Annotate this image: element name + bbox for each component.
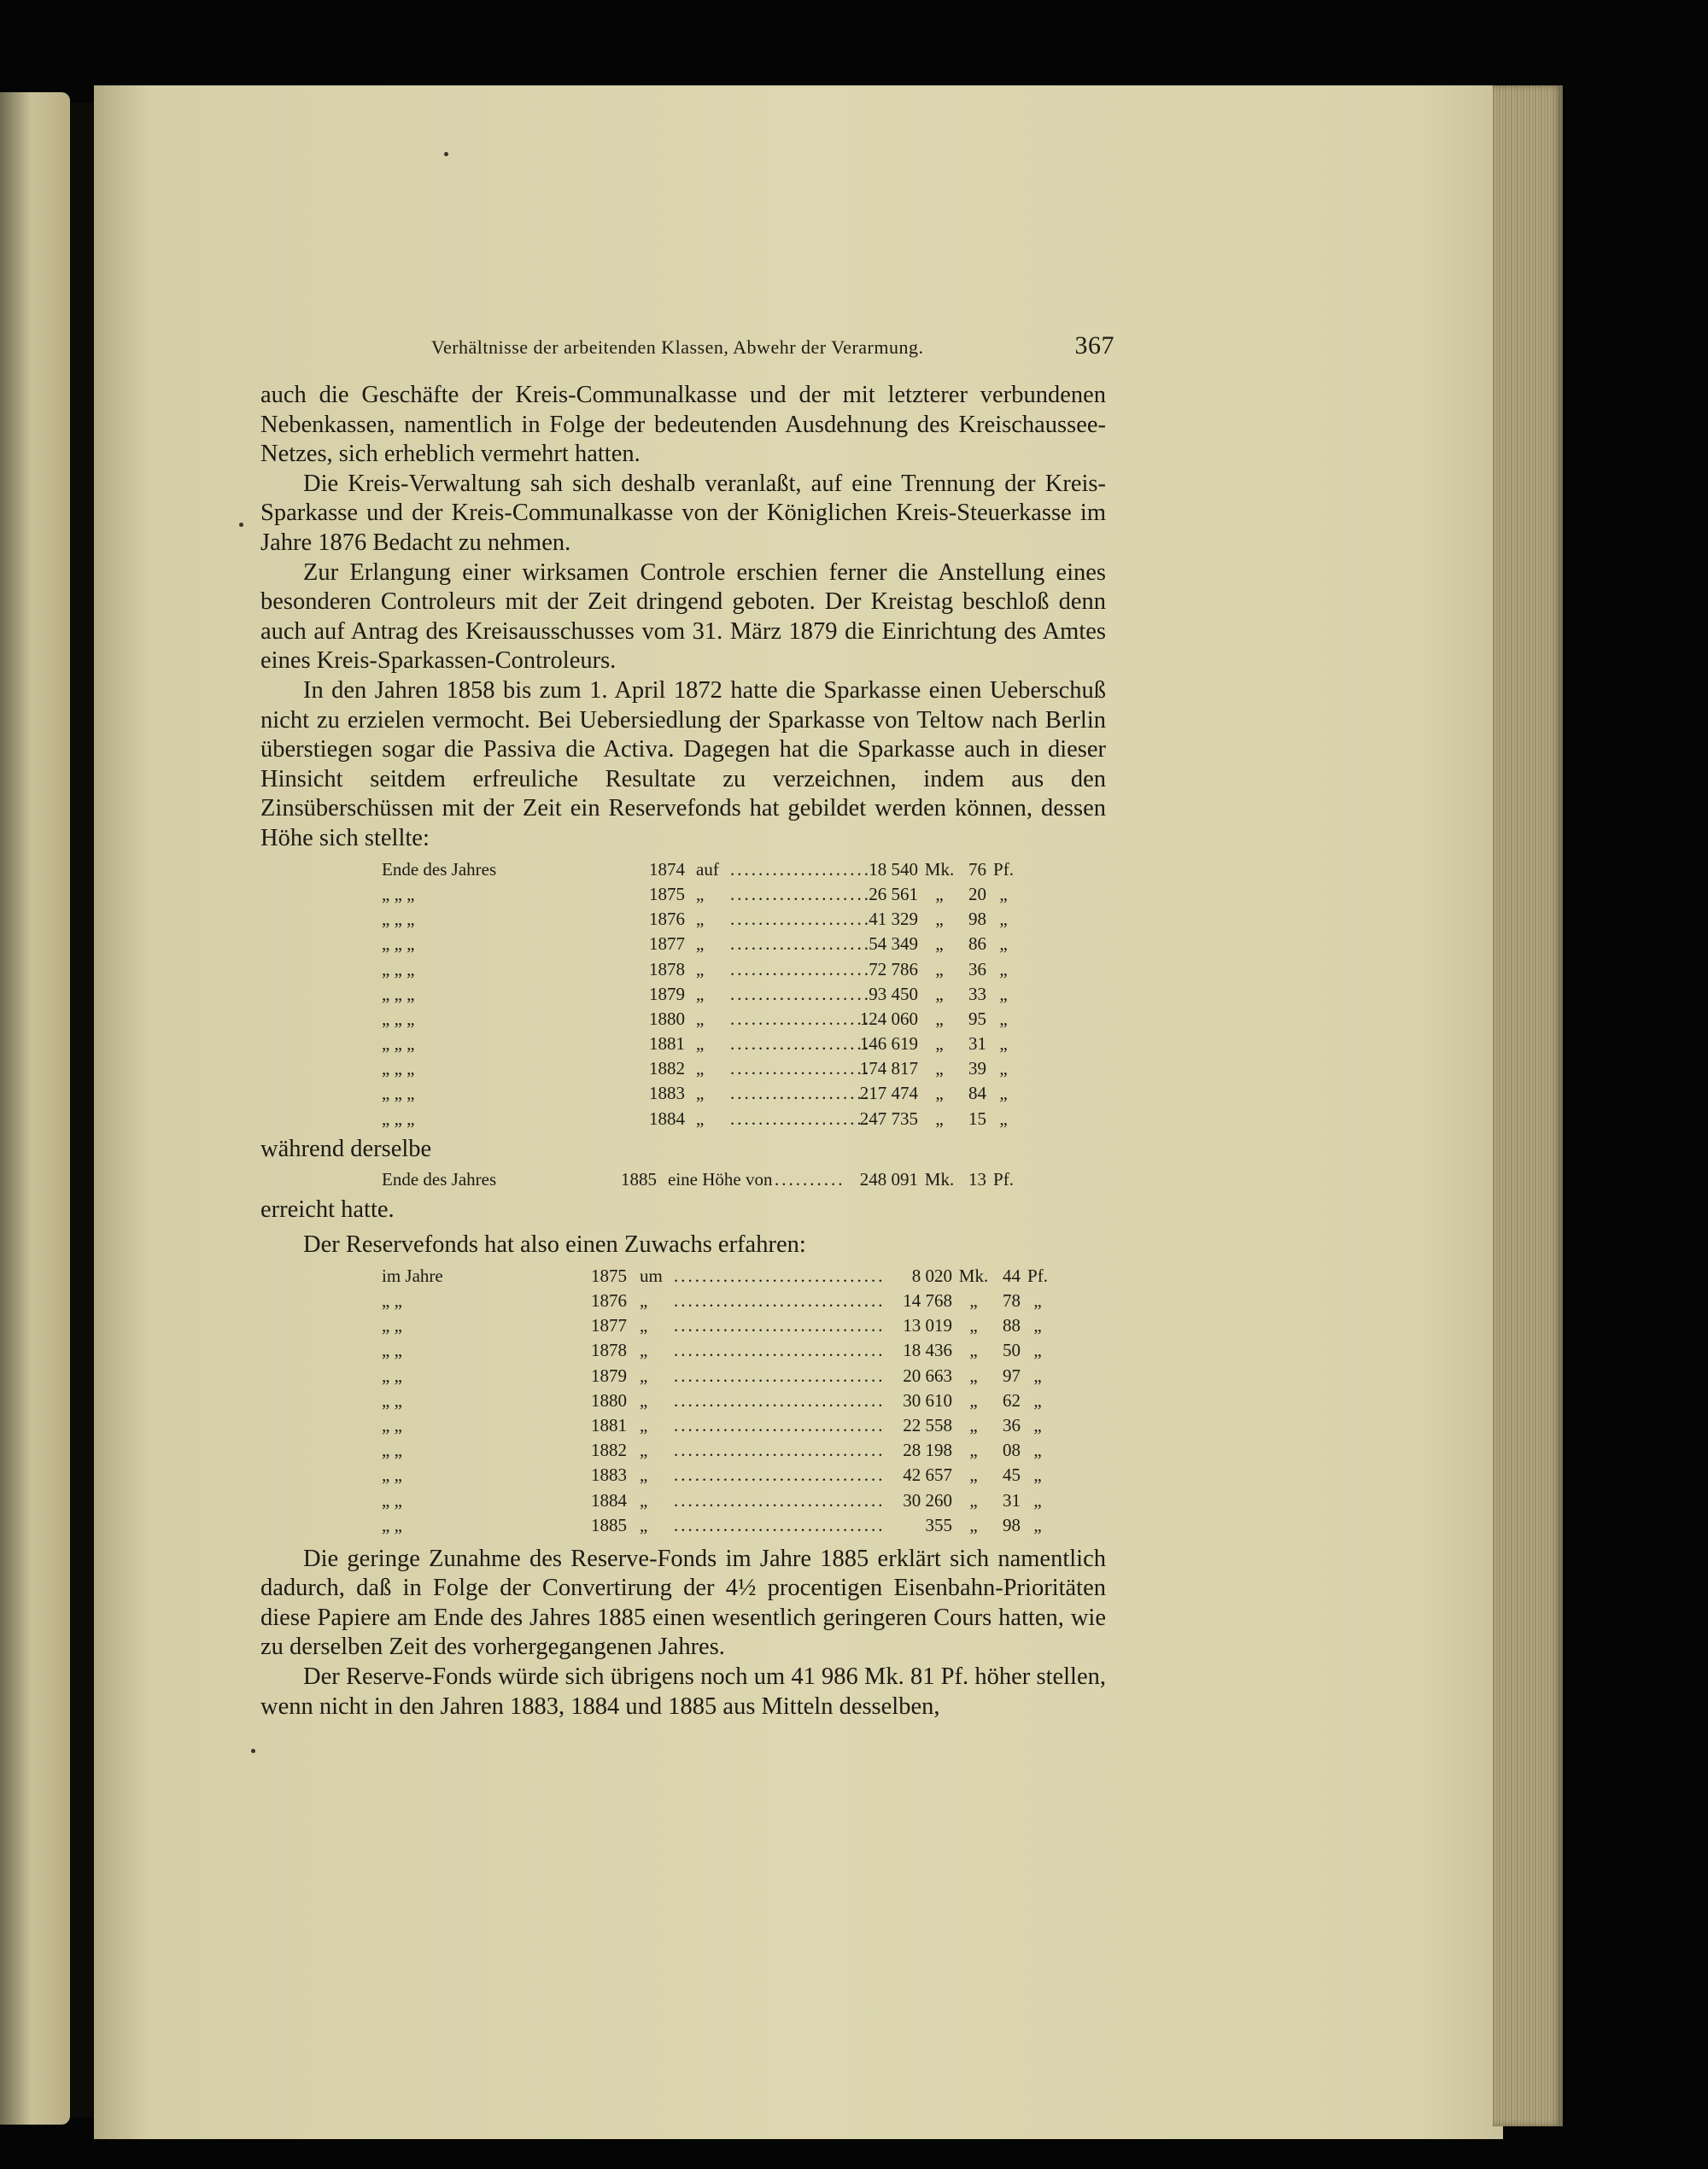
preposition-cell: „ — [696, 1008, 705, 1029]
year-cell: 1880 — [649, 1008, 685, 1029]
pfennig-cell: 84 — [968, 1083, 986, 1104]
pfennig-unit-cell: „ — [999, 958, 1008, 979]
connector-text: während derselbe — [260, 1135, 432, 1162]
page-body — [260, 381, 1106, 1722]
pfennig-cell: 31 — [1003, 1489, 1021, 1511]
paper-speck — [251, 1749, 255, 1753]
year-cell: 1875 — [591, 1265, 627, 1286]
unit-cell: Mk. — [924, 1169, 955, 1190]
year-cell: 1884 — [649, 1108, 685, 1129]
table-row — [260, 1167, 1106, 1192]
amount-mark-cell: 54 349 — [869, 933, 918, 955]
pfennig-cell: 36 — [1003, 1414, 1021, 1435]
pfennig-unit-cell: „ — [1033, 1315, 1042, 1336]
row-label: „ „ — [382, 1340, 402, 1361]
unit-cell: „ — [935, 1033, 944, 1055]
pfennig-unit-cell: „ — [999, 933, 1008, 955]
pfennig-unit-cell: „ — [999, 1008, 1008, 1029]
table-row — [260, 1438, 1106, 1463]
amount-mark-cell: 30 610 — [903, 1389, 952, 1411]
preposition-cell: „ — [640, 1465, 648, 1486]
leader-dots: .............................. — [674, 1315, 886, 1336]
row-label: „ „ „ — [382, 983, 415, 1004]
pfennig-unit-cell: „ — [1033, 1340, 1042, 1361]
page-number: 367 — [1074, 331, 1114, 360]
paragraph-7: Der Reserve-Fonds würde sich übrigens noch um 41 986 Mk. 81 Pf. höher stellen, wenn nicht in den Jahren 1883, 1884 und 1885 aus Mitteln desselben, — [260, 1663, 1106, 1720]
year-cell: 1881 — [591, 1414, 627, 1435]
unit-cell: „ — [969, 1465, 978, 1486]
amount-mark-cell: 72 786 — [869, 958, 918, 979]
row-label: „ „ — [382, 1465, 402, 1486]
pfennig-unit-cell: Pf. — [1027, 1265, 1048, 1286]
pfennig-cell: 45 — [1003, 1465, 1021, 1486]
table-row — [260, 1413, 1106, 1438]
final-balance-row — [260, 1167, 1106, 1192]
amount-mark-cell: 8 020 — [911, 1265, 952, 1286]
year-cell: 1879 — [649, 983, 685, 1004]
connector-text-2: erreicht hatte. — [260, 1196, 395, 1224]
pfennig-cell: 08 — [1003, 1440, 1021, 1461]
leader-dots: .............................. — [674, 1365, 886, 1386]
leader-dots: .................... — [730, 1083, 871, 1104]
amount-mark-cell: 26 561 — [869, 883, 918, 904]
book-gutter — [70, 102, 96, 2118]
pfennig-unit-cell: „ — [1033, 1465, 1042, 1486]
row-label: „ „ „ — [382, 933, 415, 955]
running-header — [431, 331, 1114, 365]
amount-mark-cell: 355 — [925, 1514, 952, 1535]
preposition-cell: „ — [640, 1365, 648, 1386]
table-row — [260, 1363, 1106, 1388]
pfennig-cell: 15 — [968, 1108, 986, 1129]
pfennig-cell: 78 — [1003, 1290, 1021, 1312]
pfennig-unit-cell: „ — [999, 983, 1008, 1004]
row-label: „ „ „ — [382, 1108, 415, 1129]
year-cell: 1879 — [591, 1365, 627, 1386]
table-row — [260, 1463, 1106, 1488]
preposition-cell: „ — [696, 983, 705, 1004]
unit-cell: „ — [935, 1083, 944, 1104]
paper-speck — [239, 523, 243, 527]
pfennig-cell: 88 — [1003, 1315, 1021, 1336]
unit-cell: „ — [969, 1365, 978, 1386]
preposition-cell: auf — [696, 858, 719, 880]
unit-cell: „ — [969, 1315, 978, 1336]
pfennig-cell: 98 — [1003, 1514, 1021, 1535]
preposition-cell: „ — [640, 1315, 648, 1336]
paragraph-1: auch die Geschäfte der Kreis-Communalkasse und der mit letzterer verbundenen Nebenkassen, namentlich in Folge der bedeutenden Ausdehnung des Kreischaussee-Netzes, sich erheblich vermehrt hatten. — [260, 382, 1106, 468]
row-label: Ende des Jahres — [382, 858, 497, 880]
leader-dots: .................... — [730, 1108, 871, 1129]
unit-cell: „ — [969, 1414, 978, 1435]
year-cell: 1875 — [649, 883, 685, 904]
row-label: „ „ — [382, 1365, 402, 1386]
year-cell: 1883 — [649, 1083, 685, 1104]
leader-dots: .................... — [730, 1033, 871, 1055]
pfennig-unit-cell: Pf. — [993, 1169, 1014, 1190]
unit-cell: „ — [969, 1514, 978, 1535]
year-cell: 1881 — [649, 1033, 685, 1055]
page-edges — [1493, 85, 1563, 2126]
table-row — [260, 1007, 1106, 1032]
row-label: „ „ „ — [382, 1083, 415, 1104]
row-label: im Jahre — [382, 1265, 443, 1286]
preposition-cell: „ — [640, 1340, 648, 1361]
leader-dots: .............................. — [674, 1290, 886, 1312]
amount-mark-cell: 18 540 — [869, 858, 918, 880]
preposition-cell: „ — [696, 909, 705, 930]
row-label: „ „ — [382, 1440, 402, 1461]
table-row — [260, 956, 1106, 981]
year-cell: 1877 — [591, 1315, 627, 1336]
preposition-cell: „ — [696, 883, 705, 904]
leader-dots: .............................. — [674, 1265, 886, 1286]
year-cell: 1885 — [621, 1169, 657, 1190]
pfennig-unit-cell: „ — [999, 883, 1008, 904]
pfennig-cell: 95 — [968, 1008, 986, 1029]
pfennig-cell: 86 — [968, 933, 986, 955]
leader-dots: .............................. — [674, 1514, 886, 1535]
pfennig-cell: 76 — [968, 858, 986, 880]
table-row — [260, 1264, 1106, 1289]
unit-cell: „ — [969, 1489, 978, 1511]
amount-mark-cell: 22 558 — [903, 1414, 952, 1435]
row-label: „ „ „ — [382, 1058, 415, 1079]
table-row — [260, 882, 1106, 907]
unit-cell: „ — [935, 883, 944, 904]
row-label: „ „ — [382, 1514, 402, 1535]
leader-dots: .................... — [730, 1008, 871, 1029]
row-label: „ „ „ — [382, 1008, 415, 1029]
table-row — [260, 1388, 1106, 1412]
pfennig-unit-cell: „ — [999, 909, 1008, 930]
amount-mark-cell: 20 663 — [903, 1365, 952, 1386]
amount-mark-cell: 248 091 — [859, 1169, 918, 1190]
pfennig-unit-cell: „ — [1033, 1290, 1042, 1312]
unit-cell: Mk. — [924, 858, 955, 880]
row-label: „ „ — [382, 1290, 402, 1312]
row-label: „ „ — [382, 1414, 402, 1435]
table-row — [260, 857, 1106, 882]
year-cell: 1880 — [591, 1389, 627, 1411]
table-row — [260, 1338, 1106, 1363]
leader-dots: .................... — [730, 1058, 871, 1079]
paragraph-3: Zur Erlangung einer wirksamen Controle erschien ferner die Anstellung eines besonderen Controleurs mit der Zeit dringend geboten. Der Kreistag beschloß denn auch auf Antrag des Kreisausschusses vom 31. März 1879 die Einrichtung des Amtes eines Kreis-Sparkassen-Controleurs. — [260, 558, 1106, 675]
reserve-fund-balance-table — [260, 857, 1106, 1131]
unit-cell: „ — [969, 1440, 978, 1461]
unit-cell: „ — [969, 1340, 978, 1361]
pfennig-cell: 97 — [1003, 1365, 1021, 1386]
leader-dots: .............................. — [674, 1389, 886, 1411]
paragraph-5: Der Reservefonds hat also einen Zuwachs erfahren: — [303, 1231, 806, 1258]
leader-dots: .............................. — [674, 1340, 886, 1361]
table-row — [260, 981, 1106, 1006]
leader-dots: .................... — [730, 933, 871, 955]
pfennig-unit-cell: „ — [1033, 1365, 1042, 1386]
preposition-cell: „ — [696, 958, 705, 979]
year-cell: 1876 — [591, 1290, 627, 1312]
pfennig-cell: 39 — [968, 1058, 986, 1079]
row-label: „ „ „ — [382, 909, 415, 930]
row-label: „ „ „ — [382, 958, 415, 979]
year-cell: 1878 — [649, 958, 685, 979]
amount-mark-cell: 13 019 — [903, 1315, 952, 1336]
preposition-cell: „ — [696, 933, 705, 955]
year-cell: 1877 — [649, 933, 685, 955]
unit-cell: „ — [935, 983, 944, 1004]
table-row — [260, 1289, 1106, 1313]
reserve-fund-growth-table — [260, 1264, 1106, 1538]
table-row — [260, 1032, 1106, 1056]
pfennig-unit-cell: „ — [1033, 1514, 1042, 1535]
amount-mark-cell: 30 260 — [903, 1489, 952, 1511]
leader-dots: .............................. — [674, 1465, 886, 1486]
amount-mark-cell: 174 817 — [859, 1058, 918, 1079]
unit-cell: „ — [935, 1058, 944, 1079]
preposition-cell: „ — [696, 1108, 705, 1129]
paragraph-6: Die geringe Zunahme des Reserve-Fonds im Jahre 1885 erklärt sich namentlich dadurch, daß in Folge der Convertirung der 4½ procentigen Eisenbahn-Prioritäten diese Papiere am Ende des Jahres 1885 einen wesentlich geringeren Cours hatten, wie zu derselben Zeit des vorhergegangenen Jahres. — [260, 1545, 1106, 1661]
unit-cell: „ — [969, 1290, 978, 1312]
preposition-cell: „ — [640, 1489, 648, 1511]
leader-dots: .............................. — [674, 1414, 886, 1435]
amount-mark-cell: 93 450 — [869, 983, 918, 1004]
amount-mark-cell: 247 735 — [859, 1108, 918, 1129]
table-row — [260, 1106, 1106, 1131]
unit-cell: „ — [935, 1108, 944, 1129]
preposition-cell: „ — [640, 1414, 648, 1435]
leader-dots: .............................. — [674, 1440, 886, 1461]
row-label: „ „ — [382, 1489, 402, 1511]
preposition-cell: eine Höhe von — [668, 1169, 773, 1190]
amount-mark-cell: 41 329 — [869, 909, 918, 930]
year-cell: 1874 — [649, 858, 685, 880]
table-row — [260, 1488, 1106, 1512]
unit-cell: Mk. — [958, 1265, 989, 1286]
preposition-cell: „ — [696, 1058, 705, 1079]
unit-cell: „ — [935, 933, 944, 955]
preposition-cell: „ — [696, 1033, 705, 1055]
year-cell: 1885 — [591, 1514, 627, 1535]
preposition-cell: „ — [640, 1389, 648, 1411]
pfennig-cell: 36 — [968, 958, 986, 979]
pfennig-unit-cell: „ — [999, 1108, 1008, 1129]
pfennig-cell: 50 — [1003, 1340, 1021, 1361]
table-row — [260, 1512, 1106, 1537]
pfennig-unit-cell: „ — [999, 1083, 1008, 1104]
row-label: „ „ „ — [382, 1033, 415, 1055]
leader-dots: .................... — [730, 958, 871, 979]
unit-cell: „ — [935, 909, 944, 930]
amount-mark-cell: 42 657 — [903, 1465, 952, 1486]
year-cell: 1882 — [649, 1058, 685, 1079]
row-label: „ „ „ — [382, 883, 415, 904]
preposition-cell: „ — [640, 1514, 648, 1535]
amount-mark-cell: 124 060 — [859, 1008, 918, 1029]
paragraph-4: In den Jahren 1858 bis zum 1. April 1872 hatte die Sparkasse einen Ueberschuß nicht zu erzielen vermocht. Bei Uebersiedlung der Sparkasse von Teltow nach Berlin überstiegen sogar die Passiva die Activa. Dagegen hat die Sparkasse auch in dieser Hinsicht seitdem erfreuliche Resultate zu verzeichnen, indem aus den Zinsüberschüssen mit der Zeit ein Reservefonds hat gebildet werden können, dessen Höhe sich stellte: — [260, 676, 1106, 851]
amount-mark-cell: 217 474 — [859, 1083, 918, 1104]
amount-mark-cell: 146 619 — [859, 1033, 918, 1055]
unit-cell: „ — [935, 1008, 944, 1029]
pfennig-cell: 44 — [1003, 1265, 1021, 1286]
amount-mark-cell: 14 768 — [903, 1290, 952, 1312]
amount-mark-cell: 28 198 — [903, 1440, 952, 1461]
leader-dots: .................... — [730, 983, 871, 1004]
leader-dots: .................... — [730, 883, 871, 904]
unit-cell: „ — [935, 958, 944, 979]
preposition-cell: „ — [696, 1083, 705, 1104]
pfennig-unit-cell: „ — [1033, 1489, 1042, 1511]
table-row — [260, 932, 1106, 956]
table-row — [260, 1056, 1106, 1081]
pfennig-cell: 33 — [968, 983, 986, 1004]
pfennig-cell: 98 — [968, 909, 986, 930]
row-label: „ „ — [382, 1389, 402, 1411]
pfennig-cell: 20 — [968, 883, 986, 904]
left-page-edge — [0, 92, 70, 2125]
table-row — [260, 907, 1106, 932]
row-label: „ „ — [382, 1315, 402, 1336]
preposition-cell: „ — [640, 1290, 648, 1312]
preposition-cell: um — [640, 1265, 663, 1286]
pfennig-unit-cell: Pf. — [993, 858, 1014, 880]
amount-mark-cell: 18 436 — [903, 1340, 952, 1361]
pfennig-unit-cell: „ — [1033, 1414, 1042, 1435]
leader-dots: .............................. — [674, 1489, 886, 1511]
year-cell: 1883 — [591, 1465, 627, 1486]
table-row — [260, 1313, 1106, 1338]
pfennig-cell: 31 — [968, 1033, 986, 1055]
paragraph-2: Die Kreis-Verwaltung sah sich deshalb veranlaßt, auf eine Trennung der Kreis-Sparkasse und der Kreis-Communalkasse von der Königlichen Kreis-Steuerkasse im Jahre 1876 Bedacht zu nehmen. — [260, 470, 1106, 556]
paper-speck — [444, 152, 448, 156]
pfennig-unit-cell: „ — [1033, 1389, 1042, 1411]
preposition-cell: „ — [640, 1440, 648, 1461]
pfennig-unit-cell: „ — [999, 1058, 1008, 1079]
year-cell: 1884 — [591, 1489, 627, 1511]
pfennig-cell: 13 — [968, 1169, 986, 1190]
table-row — [260, 1081, 1106, 1106]
unit-cell: „ — [969, 1389, 978, 1411]
year-cell: 1878 — [591, 1340, 627, 1361]
pfennig-unit-cell: „ — [1033, 1440, 1042, 1461]
leader-dots: .................... — [730, 858, 871, 880]
row-label: Ende des Jahres — [382, 1169, 497, 1190]
year-cell: 1876 — [649, 909, 685, 930]
running-title: Verhältnisse der arbeitenden Klassen, Abwehr der Verarmung. — [431, 336, 924, 358]
leader-dots: .......... — [775, 1169, 845, 1190]
pfennig-cell: 62 — [1003, 1389, 1021, 1411]
leader-dots: .................... — [730, 909, 871, 930]
year-cell: 1882 — [591, 1440, 627, 1461]
pfennig-unit-cell: „ — [999, 1033, 1008, 1055]
